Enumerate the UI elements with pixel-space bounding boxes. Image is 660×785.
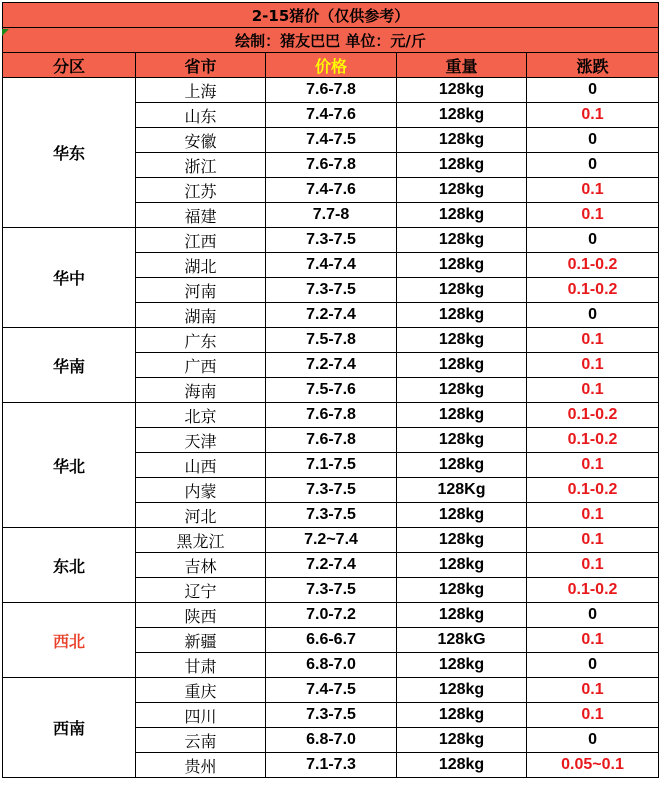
price-cell[interactable]: 7.4-7.6 bbox=[266, 103, 397, 128]
price-cell[interactable]: 7.3-7.5 bbox=[266, 478, 397, 503]
province-cell[interactable]: 河南 bbox=[136, 278, 266, 303]
change-cell[interactable]: 0 bbox=[527, 728, 659, 753]
change-cell[interactable]: 0.1 bbox=[527, 678, 659, 703]
province-cell[interactable]: 江苏 bbox=[136, 178, 266, 203]
change-cell[interactable]: 0.1 bbox=[527, 353, 659, 378]
weight-cell[interactable]: 128Kg bbox=[397, 478, 527, 503]
weight-cell[interactable]: 128kg bbox=[397, 528, 527, 553]
change-cell[interactable]: 0.1 bbox=[527, 503, 659, 528]
table-subtitle[interactable]: 绘制：猪友巴巴 单位：元/斤 bbox=[3, 28, 659, 53]
change-cell[interactable]: 0.1 bbox=[527, 553, 659, 578]
province-cell[interactable]: 江西 bbox=[136, 228, 266, 253]
province-cell[interactable]: 山东 bbox=[136, 103, 266, 128]
col-header-price[interactable]: 价格 bbox=[266, 53, 397, 78]
table-title[interactable]: 2-15猪价（仅供参考） bbox=[3, 3, 659, 28]
province-cell[interactable]: 安徽 bbox=[136, 128, 266, 153]
pig-price-table bbox=[2, 2, 659, 778]
table-row bbox=[3, 78, 659, 103]
change-cell[interactable]: 0 bbox=[527, 228, 659, 253]
price-cell[interactable]: 7.1-7.3 bbox=[266, 753, 397, 778]
province-cell[interactable]: 甘肃 bbox=[136, 653, 266, 678]
price-sheet bbox=[0, 2, 660, 785]
change-cell[interactable]: 0 bbox=[527, 303, 659, 328]
change-cell[interactable]: 0.1 bbox=[527, 178, 659, 203]
region-cell[interactable]: 西北 bbox=[3, 603, 136, 678]
price-cell[interactable]: 7.2~7.4 bbox=[266, 528, 397, 553]
weight-cell[interactable]: 128kg bbox=[397, 278, 527, 303]
region-cell[interactable]: 华南 bbox=[3, 328, 136, 403]
weight-cell[interactable]: 128kg bbox=[397, 603, 527, 628]
change-cell[interactable]: 0.1 bbox=[527, 203, 659, 228]
change-cell[interactable]: 0.1-0.2 bbox=[527, 278, 659, 303]
weight-cell[interactable]: 128kg bbox=[397, 553, 527, 578]
price-cell[interactable]: 7.2-7.4 bbox=[266, 353, 397, 378]
province-cell[interactable]: 北京 bbox=[136, 403, 266, 428]
table-row bbox=[3, 228, 659, 253]
table-row bbox=[3, 403, 659, 428]
province-cell[interactable]: 广东 bbox=[136, 328, 266, 353]
province-cell[interactable]: 广西 bbox=[136, 353, 266, 378]
price-cell[interactable]: 7.4-7.5 bbox=[266, 678, 397, 703]
price-cell[interactable]: 7.3-7.5 bbox=[266, 578, 397, 603]
price-cell[interactable]: 7.6-7.8 bbox=[266, 403, 397, 428]
weight-cell[interactable]: 128kg bbox=[397, 228, 527, 253]
price-cell[interactable]: 7.6-7.8 bbox=[266, 428, 397, 453]
title-row bbox=[3, 3, 659, 28]
province-cell[interactable]: 黑龙江 bbox=[136, 528, 266, 553]
province-cell[interactable]: 云南 bbox=[136, 728, 266, 753]
province-cell[interactable]: 上海 bbox=[136, 78, 266, 103]
price-cell[interactable]: 6.8-7.0 bbox=[266, 653, 397, 678]
price-cell[interactable]: 7.3-7.5 bbox=[266, 228, 397, 253]
price-cell[interactable]: 7.2-7.4 bbox=[266, 303, 397, 328]
weight-cell[interactable]: 128kg bbox=[397, 78, 527, 103]
weight-cell[interactable]: 128kg bbox=[397, 128, 527, 153]
price-cell[interactable]: 7.2-7.4 bbox=[266, 553, 397, 578]
weight-cell[interactable]: 128kg bbox=[397, 653, 527, 678]
weight-cell[interactable]: 128kg bbox=[397, 453, 527, 478]
price-cell[interactable]: 6.8-7.0 bbox=[266, 728, 397, 753]
province-cell[interactable]: 湖北 bbox=[136, 253, 266, 278]
change-cell[interactable]: 0.1 bbox=[527, 453, 659, 478]
table-row bbox=[3, 328, 659, 353]
col-header-change[interactable]: 涨跌 bbox=[527, 53, 659, 78]
table-row bbox=[3, 603, 659, 628]
province-cell[interactable]: 山西 bbox=[136, 453, 266, 478]
weight-cell[interactable]: 128kg bbox=[397, 103, 527, 128]
change-cell[interactable]: 0.1 bbox=[527, 528, 659, 553]
weight-cell[interactable]: 128kg bbox=[397, 353, 527, 378]
change-cell[interactable]: 0.1 bbox=[527, 103, 659, 128]
weight-cell[interactable]: 128kG bbox=[397, 628, 527, 653]
price-cell[interactable]: 7.7-8 bbox=[266, 203, 397, 228]
province-cell[interactable]: 吉林 bbox=[136, 553, 266, 578]
province-cell[interactable]: 河北 bbox=[136, 503, 266, 528]
price-cell[interactable]: 7.5-7.6 bbox=[266, 378, 397, 403]
change-cell[interactable]: 0.1-0.2 bbox=[527, 428, 659, 453]
province-cell[interactable]: 重庆 bbox=[136, 678, 266, 703]
change-cell[interactable]: 0.1-0.2 bbox=[527, 403, 659, 428]
price-cell[interactable]: 7.4-7.4 bbox=[266, 253, 397, 278]
province-cell[interactable]: 辽宁 bbox=[136, 578, 266, 603]
price-cell[interactable]: 7.6-7.8 bbox=[266, 78, 397, 103]
province-cell[interactable]: 天津 bbox=[136, 428, 266, 453]
price-cell[interactable]: 7.0-7.2 bbox=[266, 603, 397, 628]
col-header-region[interactable]: 分区 bbox=[3, 53, 136, 78]
price-cell[interactable]: 7.5-7.8 bbox=[266, 328, 397, 353]
weight-cell[interactable]: 128kg bbox=[397, 153, 527, 178]
change-cell[interactable]: 0 bbox=[527, 603, 659, 628]
region-cell[interactable]: 西南 bbox=[3, 678, 136, 778]
province-cell[interactable]: 湖南 bbox=[136, 303, 266, 328]
column-header-row bbox=[3, 53, 659, 78]
price-cell[interactable]: 7.3-7.5 bbox=[266, 703, 397, 728]
table-row bbox=[3, 678, 659, 703]
price-cell[interactable]: 7.6-7.8 bbox=[266, 153, 397, 178]
change-cell[interactable]: 0.1 bbox=[527, 328, 659, 353]
weight-cell[interactable]: 128kg bbox=[397, 378, 527, 403]
subtitle-row bbox=[3, 28, 659, 53]
province-cell[interactable]: 内蒙 bbox=[136, 478, 266, 503]
change-cell[interactable]: 0 bbox=[527, 128, 659, 153]
price-cell[interactable]: 7.1-7.5 bbox=[266, 453, 397, 478]
province-cell[interactable]: 福建 bbox=[136, 203, 266, 228]
weight-cell[interactable]: 128kg bbox=[397, 503, 527, 528]
col-header-province[interactable]: 省市 bbox=[136, 53, 266, 78]
province-cell[interactable]: 海南 bbox=[136, 378, 266, 403]
price-cell[interactable]: 7.4-7.6 bbox=[266, 178, 397, 203]
weight-cell[interactable]: 128kg bbox=[397, 428, 527, 453]
change-cell[interactable]: 0 bbox=[527, 653, 659, 678]
change-cell[interactable]: 0.05~0.1 bbox=[527, 753, 659, 778]
change-cell[interactable]: 0.1 bbox=[527, 703, 659, 728]
province-cell[interactable]: 新疆 bbox=[136, 628, 266, 653]
col-header-weight[interactable]: 重量 bbox=[397, 53, 527, 78]
weight-cell[interactable]: 128kg bbox=[397, 178, 527, 203]
change-cell[interactable]: 0.1-0.2 bbox=[527, 578, 659, 603]
change-cell[interactable]: 0 bbox=[527, 78, 659, 103]
region-cell[interactable]: 东北 bbox=[3, 528, 136, 603]
region-cell[interactable]: 华中 bbox=[3, 228, 136, 328]
change-cell[interactable]: 0.1 bbox=[527, 628, 659, 653]
weight-cell[interactable]: 128kg bbox=[397, 328, 527, 353]
province-cell[interactable]: 陕西 bbox=[136, 603, 266, 628]
cell-comment-marker bbox=[2, 29, 9, 36]
province-cell[interactable]: 四川 bbox=[136, 703, 266, 728]
region-cell[interactable]: 华东 bbox=[3, 78, 136, 228]
weight-cell[interactable]: 128kg bbox=[397, 678, 527, 703]
price-cell[interactable]: 7.3-7.5 bbox=[266, 503, 397, 528]
price-cell[interactable]: 6.6-6.7 bbox=[266, 628, 397, 653]
change-cell[interactable]: 0.1 bbox=[527, 378, 659, 403]
change-cell[interactable]: 0 bbox=[527, 153, 659, 178]
weight-cell[interactable]: 128kg bbox=[397, 203, 527, 228]
price-cell[interactable]: 7.3-7.5 bbox=[266, 278, 397, 303]
region-cell[interactable]: 华北 bbox=[3, 403, 136, 528]
change-cell[interactable]: 0.1-0.2 bbox=[527, 253, 659, 278]
weight-cell[interactable]: 128kg bbox=[397, 728, 527, 753]
table-body bbox=[3, 3, 659, 778]
price-cell[interactable]: 7.4-7.5 bbox=[266, 128, 397, 153]
change-cell[interactable]: 0.1-0.2 bbox=[527, 478, 659, 503]
weight-cell[interactable]: 128kg bbox=[397, 753, 527, 778]
weight-cell[interactable]: 128kg bbox=[397, 703, 527, 728]
province-cell[interactable]: 浙江 bbox=[136, 153, 266, 178]
weight-cell[interactable]: 128kg bbox=[397, 578, 527, 603]
weight-cell[interactable]: 128kg bbox=[397, 303, 527, 328]
weight-cell[interactable]: 128kg bbox=[397, 253, 527, 278]
table-row bbox=[3, 528, 659, 553]
weight-cell[interactable]: 128kg bbox=[397, 403, 527, 428]
province-cell[interactable]: 贵州 bbox=[136, 753, 266, 778]
